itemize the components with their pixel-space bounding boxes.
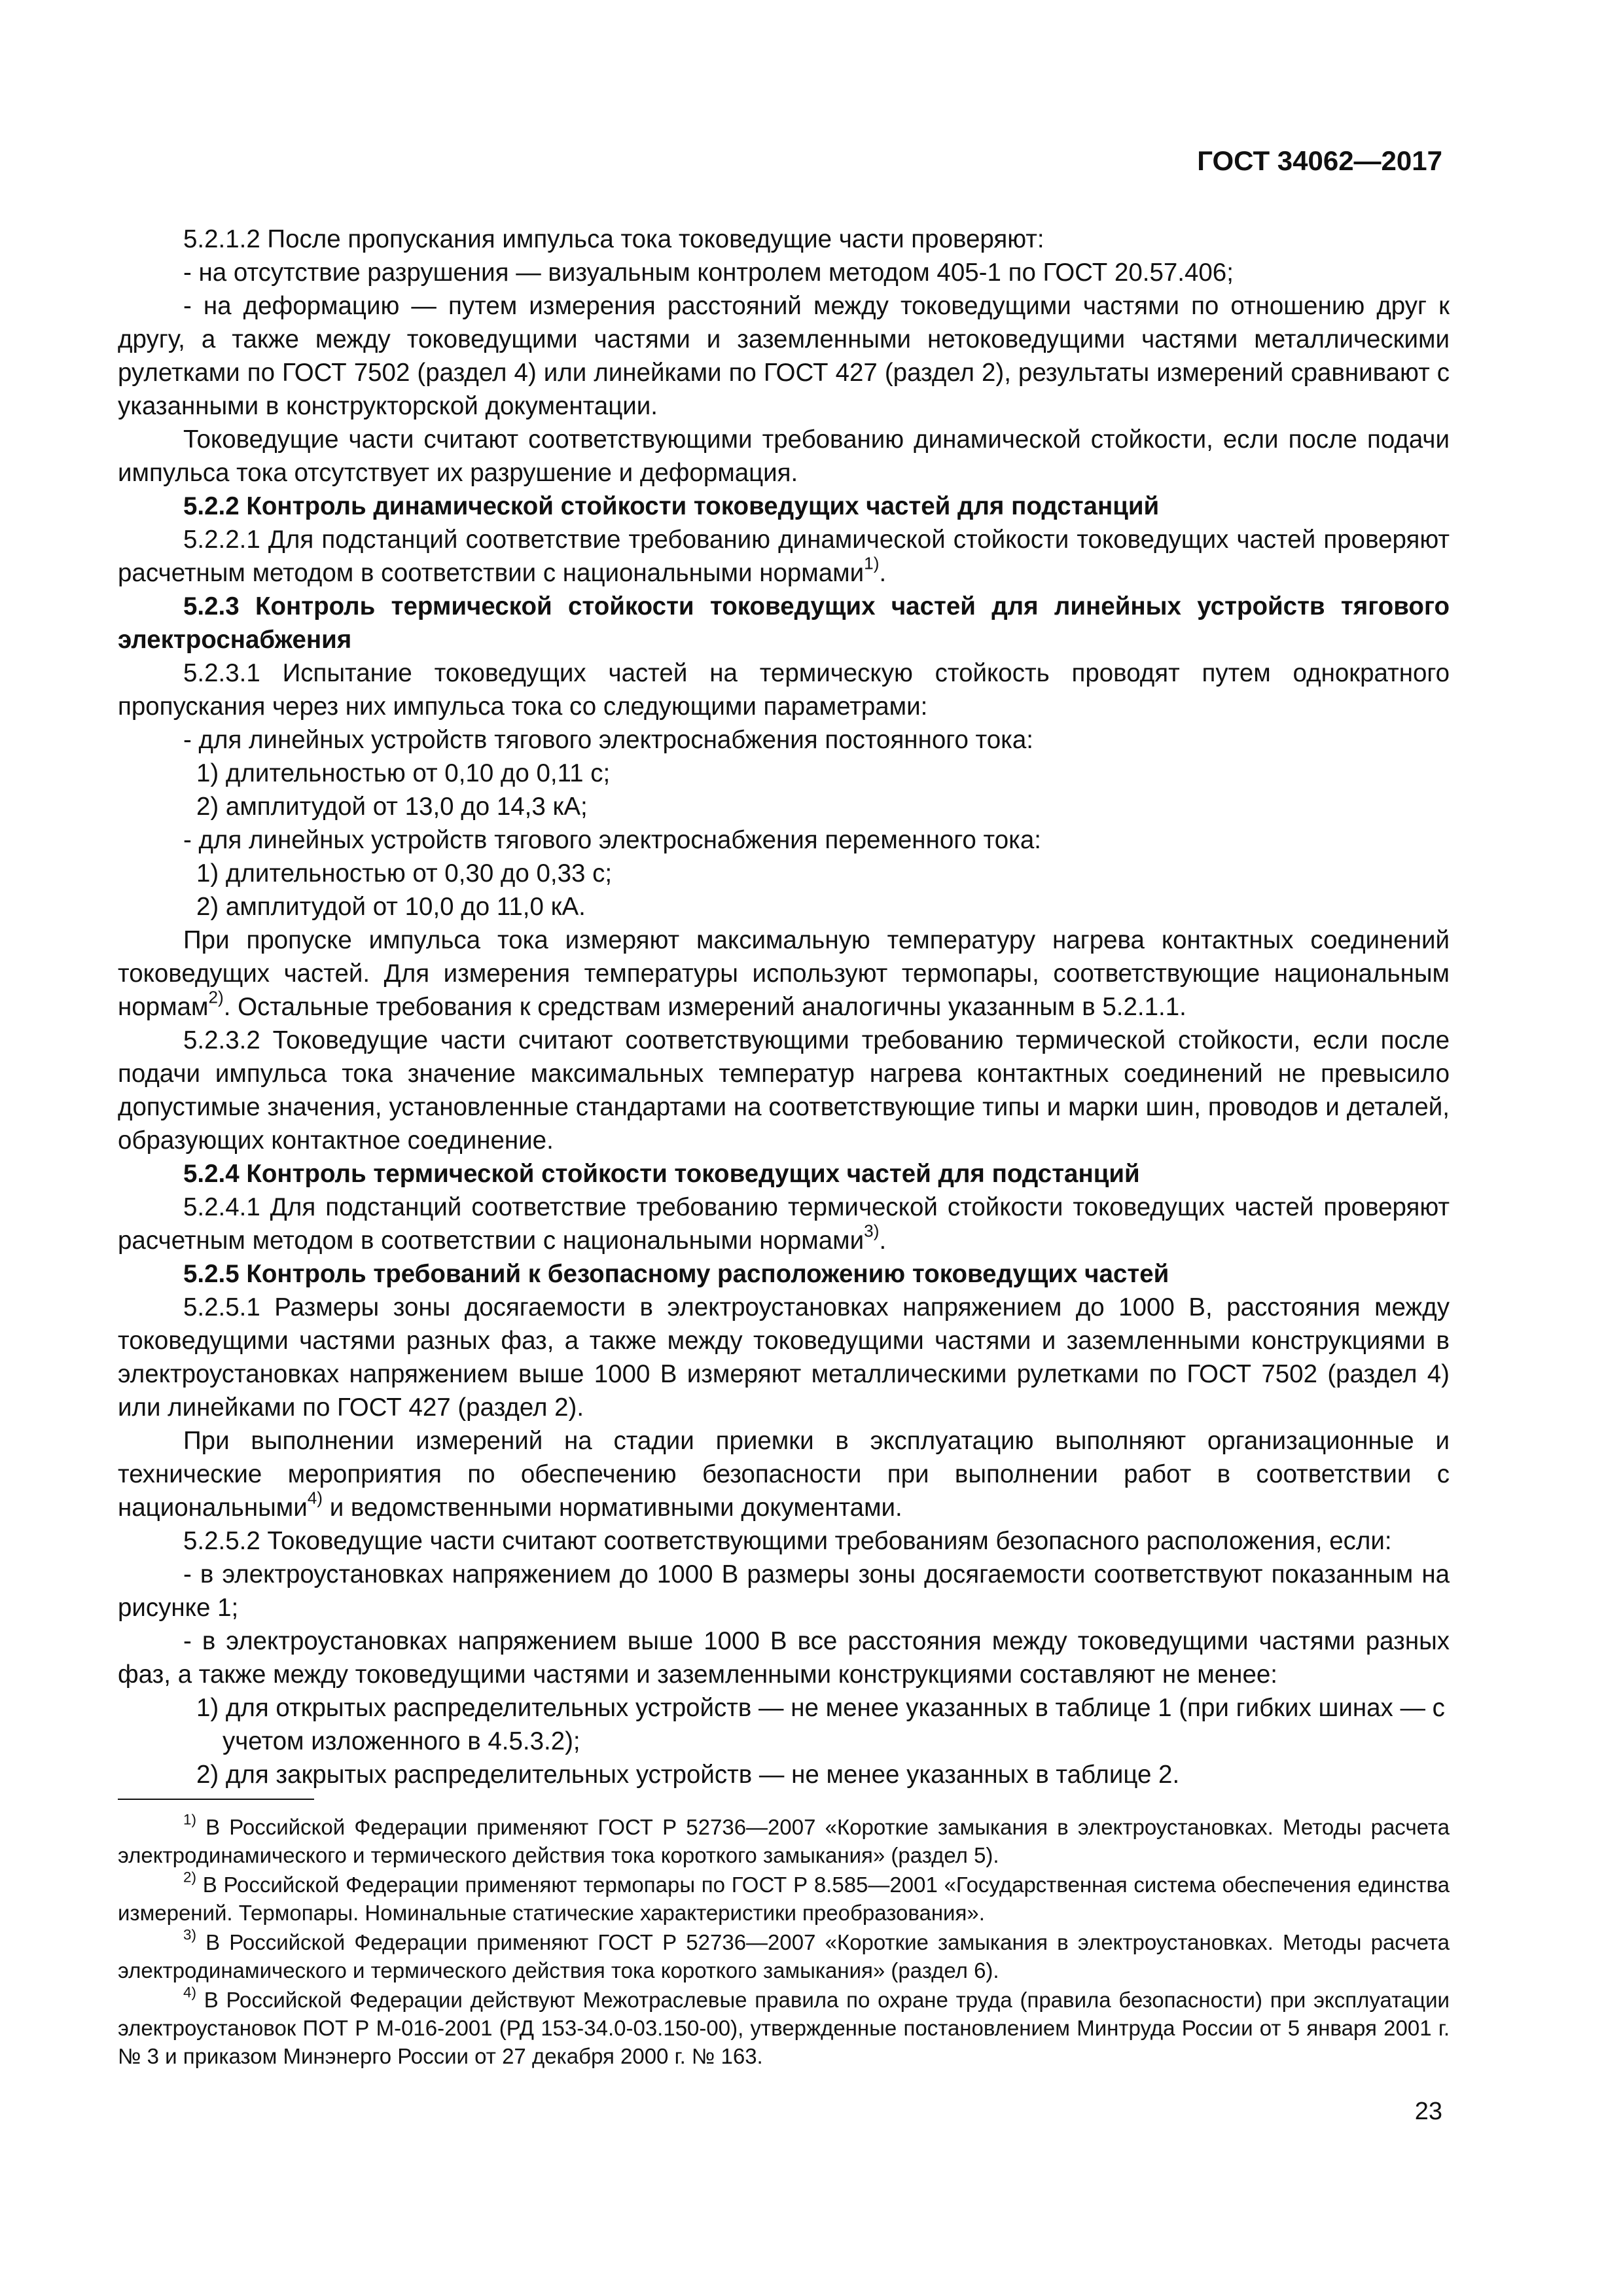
dash-item: [118, 823, 1450, 857]
footnote-mark: 2): [183, 1869, 196, 1886]
numbered-item: [118, 857, 1450, 890]
paragraph-text: 2) амплитудой от 10,0 до 11,0 кА.: [196, 893, 586, 921]
paragraph-text: 5.2.4 Контроль термической стойкости токоведущих частей для подстанций: [183, 1160, 1140, 1188]
paragraph-text: 5.2.5 Контроль требований к безопасному расположению токоведущих частей: [183, 1260, 1169, 1288]
paragraph-text: - в электроустановках напряжением до 1000 В размеры зоны досягаемости соответствуют показанным на рисунке 1;: [118, 1560, 1450, 1622]
numbered-item: [118, 1758, 1450, 1791]
footnote-separator: [118, 1799, 314, 1800]
section-heading: [118, 490, 1450, 523]
footnote-reference: 3): [864, 1221, 880, 1241]
dash-item: [118, 723, 1450, 757]
footnote: [118, 1986, 1450, 2070]
dash-item: [118, 1624, 1450, 1691]
paragraph: [118, 924, 1450, 1024]
footnote-reference: 2): [208, 987, 224, 1007]
footnote: [118, 1928, 1450, 1984]
section-heading: [118, 1257, 1450, 1291]
footnote-reference: 1): [864, 553, 880, 573]
paragraph-text: 5.2.5.2 Токоведущие части считают соответствующими требованиям безопасного расположения, если:: [183, 1527, 1392, 1555]
paragraph-text: 5.2.3.1 Испытание токоведущих частей на термическую стойкость проводят путем однократного пропускания через них импульса тока со следующими параметрами:: [118, 659, 1450, 721]
footnote: [118, 1871, 1450, 1927]
document-code-header: ГОСТ 34062—2017: [1197, 145, 1442, 176]
dash-item: [118, 1558, 1450, 1624]
paragraph-text: . Остальные требования к средствам измерений аналогичны указанным в 5.2.1.1.: [223, 993, 1186, 1021]
paragraph: [118, 523, 1450, 590]
paragraph: [118, 1191, 1450, 1257]
paragraph-text: - на отсутствие разрушения — визуальным контролем методом 405-1 по ГОСТ 20.57.406;: [183, 259, 1234, 287]
section-heading: [118, 590, 1450, 656]
paragraph-text: 5.2.4.1 Для подстанций соответствие требованию термической стойкости токоведущих частей проверяют расчетным методом в соответствии с национальными нормами: [118, 1193, 1450, 1255]
paragraph: [118, 1524, 1450, 1558]
paragraph-text: 5.2.2 Контроль динамической стойкости токоведущих частей для подстанций: [183, 492, 1160, 520]
footnote-text: В Российской Федерации действуют Межотраслевые правила по охране труда (правила безопасности) при эксплуатации электроустановок ПОТ Р М-016-2001 (РД 153-34.0-03.150-00), утвержденные постановлением Минтруда России от 5 января 2001 г. № 3 и приказом Минэнерго России от 27 декабря 2000 г. № 163.: [118, 1988, 1450, 2068]
paragraph-text: 5.2.5.1 Размеры зоны досягаемости в электроустановках напряжением до 1000 В, расстояния между токоведущими частями разных фаз, а также между токоведущими частями и заземленными конструкциями в электроустановках напряжением выше 1000 В измеряют металлическими рулетками по ГОСТ 7502 (раздел 4) или линейками по ГОСТ 427 (раздел 2).: [118, 1293, 1450, 1422]
footnote-text: В Российской Федерации применяют термопары по ГОСТ Р 8.585—2001 «Государственная система обеспечения единства измерений. Термопары. Номинальные статические характеристики преобразования».: [118, 1873, 1450, 1925]
paragraph-text: 2) амплитудой от 13,0 до 14,3 кА;: [196, 793, 588, 821]
paragraph-text: 5.2.3 Контроль термической стойкости токоведущих частей для линейных устройств тягового электроснабжения: [118, 592, 1450, 654]
numbered-item: [118, 1691, 1450, 1758]
footnote-text: В Российской Федерации применяют ГОСТ Р 52736—2007 «Короткие замыкания в электроустановках. Методы расчета электродинамического и термического действия тока короткого замыкания» (раздел 6).: [118, 1930, 1450, 1982]
paragraph-text: .: [879, 1227, 887, 1255]
section-heading: [118, 1157, 1450, 1191]
paragraph-text: 5.2.2.1 Для подстанций соответствие требованию динамической стойкости токоведущих частей проверяют расчетным методом в соответствии с национальными нормами: [118, 526, 1450, 587]
paragraph: [118, 223, 1450, 256]
paragraph-text: 5.2.1.2 После пропускания импульса тока токоведущие части проверяют:: [183, 225, 1044, 253]
footnote: [118, 1813, 1450, 1869]
numbered-item: [118, 890, 1450, 924]
paragraph-text: - в электроустановках напряжением выше 1000 В все расстояния между токоведущими частями разных фаз, а также между токоведущими частями и заземленными конструкциями составляют не менее:: [118, 1627, 1450, 1689]
paragraph: [118, 1424, 1450, 1524]
page-number: 23: [1414, 2098, 1442, 2125]
footnote-text: В Российской Федерации применяют ГОСТ Р 52736—2007 «Короткие замыкания в электроустановках. Методы расчета электродинамического и термического действия тока короткого замыкания» (раздел 5).: [118, 1815, 1450, 1867]
paragraph-text: При пропуске импульса тока измеряют максимальную температуру нагрева контактных соединений токоведущих частей. Для измерения температуры используют термопары, соответствующие национальным нормам: [118, 926, 1450, 1021]
main-text: [118, 223, 1450, 1791]
paragraph-text: - для линейных устройств тягового электроснабжения переменного тока:: [183, 826, 1041, 854]
paragraph-text: - на деформацию — путем измерения расстояний между токоведущими частями по отношению друг к другу, а также между токоведущими частями и заземленными нетоковедущими частями металлическими рулетками по ГОСТ 7502 (раздел 4) или линейками по ГОСТ 427 (раздел 2), результаты измерений сравнивают с указанными в конструкторской документации.: [118, 292, 1450, 420]
footnote-mark: 3): [183, 1926, 196, 1943]
paragraph-text: 1) длительностью от 0,30 до 0,33 с;: [196, 859, 613, 888]
paragraph-text: и ведомственными нормативными документами.: [323, 1494, 902, 1522]
numbered-item: [118, 790, 1450, 823]
paragraph: [118, 423, 1450, 490]
dash-item: [118, 289, 1450, 423]
paragraph: [118, 1024, 1450, 1157]
footnotes: [118, 1813, 1450, 2072]
paragraph-text: 1) длительностью от 0,10 до 0,11 с;: [196, 759, 611, 787]
paragraph-text: 2) для закрытых распределительных устройств — не менее указанных в таблице 2.: [196, 1761, 1180, 1789]
paragraph-text: - для линейных устройств тягового электроснабжения постоянного тока:: [183, 726, 1033, 754]
footnote-reference: 4): [307, 1488, 323, 1508]
dash-item: [118, 256, 1450, 289]
paragraph-text: Токоведущие части считают соответствующими требованию динамической стойкости, если после подачи импульса тока отсутствует их разрушение и деформация.: [118, 425, 1450, 487]
footnote-mark: 4): [183, 1984, 196, 2001]
paragraph-text: При выполнении измерений на стадии приемки в эксплуатацию выполняют организационные и технические мероприятия по обеспечению безопасности при выполнении работ в соответствии с национальными: [118, 1427, 1450, 1522]
numbered-item: [118, 757, 1450, 790]
paragraph-text: 5.2.3.2 Токоведущие части считают соответствующими требованию термической стойкости, если после подачи импульса тока значение максимальных температур нагрева контактных соединений не превысило допустимые значения, установленные стандартами на соответствующие типы и марки шин, проводов и деталей, образующих контактное соединение.: [118, 1026, 1450, 1155]
paragraph: [118, 656, 1450, 723]
paragraph-text: 1) для открытых распределительных устройств — не менее указанных в таблице 1 (при гибких шинах — с учетом изложенного в 4.5.3.2);: [196, 1694, 1445, 1755]
paragraph: [118, 1291, 1450, 1424]
footnote-mark: 1): [183, 1811, 196, 1828]
paragraph-text: .: [879, 559, 887, 587]
